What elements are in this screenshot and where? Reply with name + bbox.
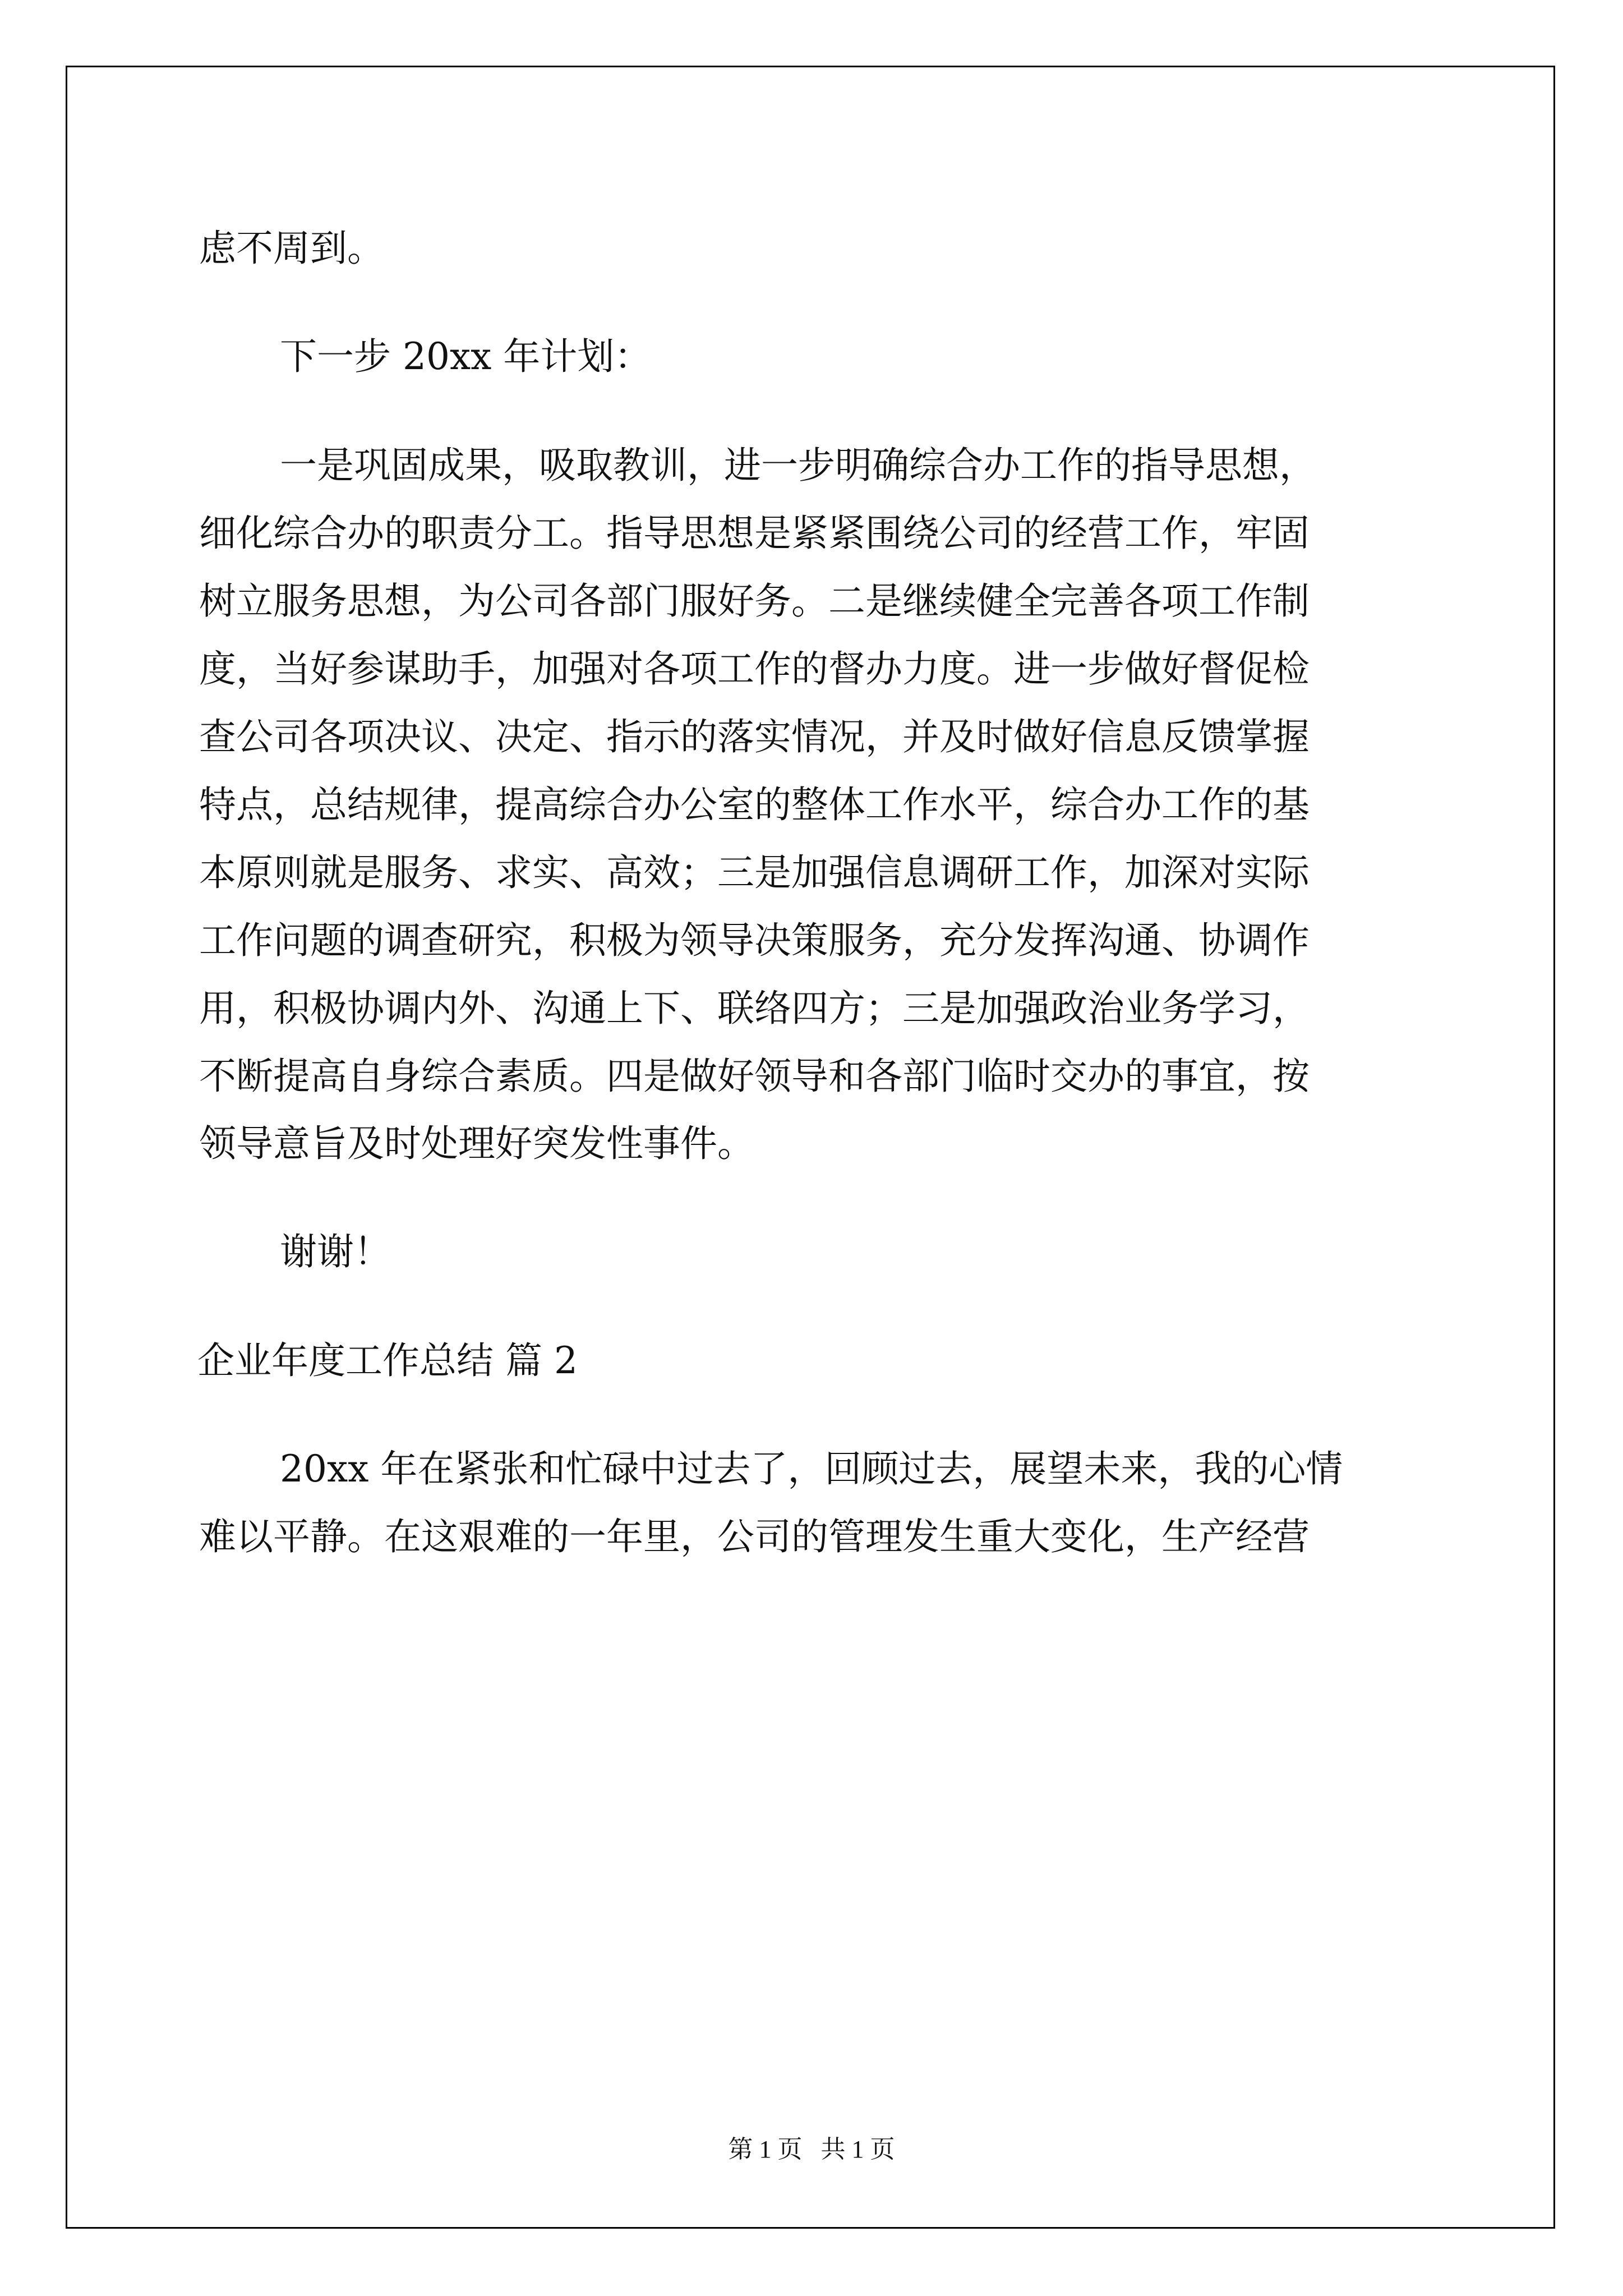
thanks-line: 谢谢！ xyxy=(280,1230,391,1273)
text-line: 20xx 年在紧张和忙碌中过去了，回顾过去，展望未来，我的心情 xyxy=(280,1447,1343,1490)
text-line: 本原则就是服务、求实、高效；三是加强信息调研工作，加深对实际 xyxy=(199,851,1310,894)
text-line: 度，当好参谋助手，加强对各项工作的督办力度。进一步做好督促检 xyxy=(199,647,1310,691)
plan-heading: 下一步 20xx 年计划： xyxy=(280,335,652,378)
text-line: 虑不周到。 xyxy=(199,227,384,270)
text-line: 树立服务思想，为公司各部门服好务。二是继续健全完善各项工作制 xyxy=(199,579,1310,623)
text-line: 不断提高自身综合素质。四是做好领导和各部门临时交办的事宜，按 xyxy=(199,1055,1310,1098)
text-line: 工作问题的调查研究，积极为领导决策服务，充分发挥沟通、协调作 xyxy=(199,919,1310,962)
text-line: 查公司各项决议、决定、指示的落实情况，并及时做好信息反馈掌握 xyxy=(199,715,1310,758)
section-heading: 企业年度工作总结 篇 2 xyxy=(197,1339,578,1382)
text-line: 一是巩固成果，吸取教训，进一步明确综合办工作的指导思想， xyxy=(280,444,1316,487)
text-line: 细化综合办的职责分工。指导思想是紧紧围绕公司的经营工作，牢固 xyxy=(199,512,1310,555)
text-line: 特点，总结规律，提高综合办公室的整体工作水平，综合办工作的基 xyxy=(199,783,1310,826)
text-line: 难以平静。在这艰难的一年里，公司的管理发生重大变化，生产经营 xyxy=(199,1515,1310,1558)
text-line: 用，积极协调内外、沟通上下、联络四方；三是加强政治业务学习， xyxy=(199,987,1310,1030)
text-line: 领导意旨及时处理好突发性事件。 xyxy=(199,1122,754,1165)
page-number-footer: 第 1 页 共 1 页 xyxy=(728,2136,895,2163)
